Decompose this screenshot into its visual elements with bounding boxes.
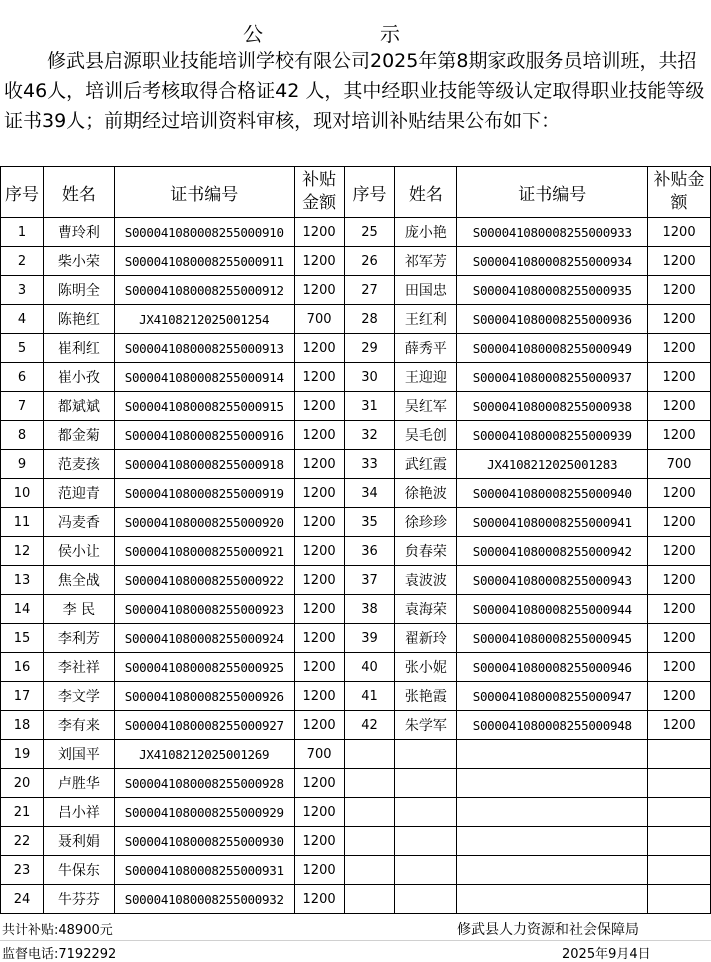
cell-no: 12 [1,537,44,566]
cell-no: 20 [1,769,44,798]
cell-no: 14 [1,595,44,624]
subsidy-table [0,166,711,914]
cell-name: 陈明全 [43,276,114,305]
cell-cert: JX4108212025001283 [457,450,648,479]
cell-cert: S000041080008255000915 [114,392,294,421]
cell-amount: 1200 [294,798,344,827]
table-row [1,450,711,479]
table-row [1,305,711,334]
cell-no: 15 [1,624,44,653]
cell-cert [457,827,648,856]
table-row [1,682,711,711]
notice-date: 2025年9月4日 [562,947,651,962]
cell-amount: 1200 [294,392,344,421]
cell-cert [457,740,648,769]
footer-divider [0,940,711,941]
cell-cert: S000041080008255000949 [457,334,648,363]
cell-amount: 1200 [294,247,344,276]
cell-cert: S000041080008255000938 [457,392,648,421]
cell-amount: 1200 [294,856,344,885]
table-row [1,711,711,740]
table-row [1,392,711,421]
cell-amount: 1200 [294,595,344,624]
cell-name: 陈艳红 [43,305,114,334]
cell-cert: S000041080008255000925 [114,653,294,682]
header-name: 姓名 [43,167,114,218]
cell-amount: 1200 [294,450,344,479]
cell-cert: S000041080008255000918 [114,450,294,479]
cell-cert: S000041080008255000942 [457,537,648,566]
cell-amount: 1200 [648,363,711,392]
header-name-2: 姓名 [395,167,457,218]
cell-name: 朱学军 [395,711,457,740]
cell-amount: 1200 [294,363,344,392]
cell-cert: S000041080008255000934 [457,247,648,276]
cell-name: 薛秀平 [395,334,457,363]
cell-name: 冯麦香 [43,508,114,537]
table-row [1,856,711,885]
cell-cert: S000041080008255000927 [114,711,294,740]
cell-cert: S000041080008255000943 [457,566,648,595]
cell-cert: S000041080008255000940 [457,479,648,508]
cell-no: 28 [344,305,395,334]
cell-amount: 1200 [294,276,344,305]
cell-cert: S000041080008255000929 [114,798,294,827]
cell-no [344,798,395,827]
cell-amount: 1200 [648,682,711,711]
notice-intro: 修武县启源职业技能培训学校有限公司2025年第8期家政服务员培训班，共招收46人，培训后考核取得合格证42 人，其中经职业技能等级认定取得职业技能等级证书39人；前期经过培训资料审核，现对培训补贴结果公布如下： [4,50,705,132]
cell-amount: 1200 [648,595,711,624]
cell-cert [457,769,648,798]
table-row [1,218,711,247]
cell-cert: S000041080008255000919 [114,479,294,508]
table-header-row [1,167,711,218]
cell-amount [648,856,711,885]
cell-cert: S000041080008255000946 [457,653,648,682]
cell-name: 牛芬芬 [43,885,114,914]
cell-amount: 1200 [648,624,711,653]
cell-cert: S000041080008255000936 [457,305,648,334]
cell-cert: S000041080008255000910 [114,218,294,247]
cell-cert: S000041080008255000916 [114,421,294,450]
cell-amount: 1200 [294,711,344,740]
cell-no [344,856,395,885]
cell-no: 41 [344,682,395,711]
cell-amount: 1200 [294,769,344,798]
table-row [1,334,711,363]
cell-name: 范麦孩 [43,450,114,479]
cell-cert: S000041080008255000931 [114,856,294,885]
cell-amount [648,885,711,914]
cell-name: 都金菊 [43,421,114,450]
cell-name: 曹玲利 [43,218,114,247]
cell-name: 徐珍珍 [395,508,457,537]
cell-name: 庞小艳 [395,218,457,247]
cell-no: 33 [344,450,395,479]
cell-amount: 1200 [294,827,344,856]
cell-name: 吴毛创 [395,421,457,450]
cell-cert: S000041080008255000914 [114,363,294,392]
cell-name: 李 民 [43,595,114,624]
cell-cert: S000041080008255000912 [114,276,294,305]
header-amount: 补贴金额 [294,167,344,218]
cell-no: 1 [1,218,44,247]
cell-no [344,827,395,856]
cell-name: 田国忠 [395,276,457,305]
cell-amount: 1200 [648,421,711,450]
cell-cert: S000041080008255000937 [457,363,648,392]
cell-no [344,769,395,798]
header-no-2: 序号 [344,167,395,218]
cell-name: 李有来 [43,711,114,740]
cell-no: 4 [1,305,44,334]
cell-name: 范迎青 [43,479,114,508]
cell-no: 13 [1,566,44,595]
cell-amount [648,740,711,769]
cell-name: 李社祥 [43,653,114,682]
cell-no: 21 [1,798,44,827]
cell-name: 焦全战 [43,566,114,595]
cell-no: 3 [1,276,44,305]
header-cert: 证书编号 [114,167,294,218]
cell-cert: JX4108212025001254 [114,305,294,334]
cell-name: 吴红军 [395,392,457,421]
cell-no: 6 [1,363,44,392]
table-row [1,508,711,537]
cell-cert: S000041080008255000924 [114,624,294,653]
cell-name: 袁海荣 [395,595,457,624]
cell-amount: 1200 [648,392,711,421]
total-subsidy: 共计补贴:48900元 [2,923,113,938]
cell-no: 24 [1,885,44,914]
cell-name: 崔利红 [43,334,114,363]
cell-no: 2 [1,247,44,276]
cell-cert: S000041080008255000935 [457,276,648,305]
cell-cert: S000041080008255000933 [457,218,648,247]
cell-no: 31 [344,392,395,421]
cell-name [395,798,457,827]
table-row [1,798,711,827]
cell-no: 22 [1,827,44,856]
cell-no: 17 [1,682,44,711]
table-row [1,566,711,595]
issuing-bureau: 修武县人力资源和社会保障局 [457,922,639,938]
cell-cert: S000041080008255000913 [114,334,294,363]
cell-name: 牛保东 [43,856,114,885]
title-char-2: 示 [380,22,403,46]
cell-no: 19 [1,740,44,769]
cell-name: 侯小让 [43,537,114,566]
cell-no: 42 [344,711,395,740]
cell-name: 刘国平 [43,740,114,769]
cell-amount [648,769,711,798]
cell-amount: 1200 [294,566,344,595]
cell-cert: S000041080008255000911 [114,247,294,276]
cell-cert: S000041080008255000932 [114,885,294,914]
cell-name: 卢胜华 [43,769,114,798]
cell-amount [648,827,711,856]
header-amount-2: 补贴金额 [648,167,711,218]
cell-no: 16 [1,653,44,682]
cell-name [395,885,457,914]
cell-cert: S000041080008255000945 [457,624,648,653]
cell-amount: 1200 [648,566,711,595]
table-row [1,740,711,769]
cell-no: 37 [344,566,395,595]
cell-no: 30 [344,363,395,392]
cell-amount [648,798,711,827]
cell-amount: 1200 [294,334,344,363]
cell-no: 8 [1,421,44,450]
cell-cert: S000041080008255000930 [114,827,294,856]
cell-cert: S000041080008255000926 [114,682,294,711]
cell-amount: 1200 [648,247,711,276]
cell-cert: S000041080008255000944 [457,595,648,624]
notice-title [0,18,711,44]
cell-no: 11 [1,508,44,537]
table-row [1,363,711,392]
cell-cert [457,798,648,827]
cell-name: 徐艳波 [395,479,457,508]
cell-no: 36 [344,537,395,566]
cell-name: 袁波波 [395,566,457,595]
cell-amount: 700 [294,740,344,769]
table-row [1,653,711,682]
cell-cert: S000041080008255000948 [457,711,648,740]
cell-no: 25 [344,218,395,247]
title-char-1: 公 [243,22,266,46]
cell-name: 王红利 [395,305,457,334]
cell-name: 柴小荣 [43,247,114,276]
cell-name: 吕小祥 [43,798,114,827]
cell-name [395,827,457,856]
cell-cert: S000041080008255000928 [114,769,294,798]
cell-no: 5 [1,334,44,363]
header-no: 序号 [1,167,44,218]
cell-name: 李文学 [43,682,114,711]
cell-amount: 1200 [294,624,344,653]
cell-amount: 1200 [648,479,711,508]
cell-no: 26 [344,247,395,276]
cell-name: 崔小孜 [43,363,114,392]
cell-no: 10 [1,479,44,508]
table-row [1,769,711,798]
table-row [1,421,711,450]
table-row [1,595,711,624]
cell-amount: 1200 [294,653,344,682]
cell-amount: 1200 [294,885,344,914]
table-row [1,479,711,508]
table-row [1,537,711,566]
cell-amount: 1200 [294,508,344,537]
cell-no [344,885,395,914]
cell-name: 王迎迎 [395,363,457,392]
cell-no: 7 [1,392,44,421]
table-row [1,276,711,305]
cell-cert: S000041080008255000923 [114,595,294,624]
cell-name [395,769,457,798]
cell-amount: 1200 [648,653,711,682]
cell-name: 李利芳 [43,624,114,653]
table-row [1,827,711,856]
cell-amount: 1200 [648,508,711,537]
cell-name: 张小妮 [395,653,457,682]
cell-amount: 1200 [648,537,711,566]
cell-no: 32 [344,421,395,450]
cell-cert: S000041080008255000939 [457,421,648,450]
cell-cert: JX4108212025001269 [114,740,294,769]
cell-name [395,856,457,885]
table-row [1,885,711,914]
supervision-phone: 监督电话:7192292 [2,947,117,962]
cell-name: 都斌斌 [43,392,114,421]
cell-cert: S000041080008255000922 [114,566,294,595]
cell-amount: 700 [648,450,711,479]
cell-amount: 1200 [294,218,344,247]
cell-name: 贠春荣 [395,537,457,566]
cell-no: 18 [1,711,44,740]
cell-no: 34 [344,479,395,508]
cell-cert [457,856,648,885]
cell-no: 38 [344,595,395,624]
cell-no: 23 [1,856,44,885]
cell-name [395,740,457,769]
cell-amount: 1200 [294,537,344,566]
cell-amount: 1200 [294,682,344,711]
cell-name: 聂利娟 [43,827,114,856]
cell-amount: 700 [294,305,344,334]
cell-no: 29 [344,334,395,363]
cell-no: 27 [344,276,395,305]
cell-no: 35 [344,508,395,537]
cell-cert: S000041080008255000921 [114,537,294,566]
cell-amount: 1200 [648,276,711,305]
cell-no: 9 [1,450,44,479]
cell-amount: 1200 [648,305,711,334]
cell-amount: 1200 [294,479,344,508]
cell-cert: S000041080008255000941 [457,508,648,537]
cell-no: 39 [344,624,395,653]
cell-cert [457,885,648,914]
cell-amount: 1200 [648,334,711,363]
cell-amount: 1200 [648,218,711,247]
cell-name: 张艳霞 [395,682,457,711]
cell-no: 40 [344,653,395,682]
cell-amount: 1200 [294,421,344,450]
cell-cert: S000041080008255000920 [114,508,294,537]
header-cert-2: 证书编号 [457,167,648,218]
cell-no [344,740,395,769]
cell-name: 武红霞 [395,450,457,479]
cell-amount: 1200 [648,711,711,740]
cell-cert: S000041080008255000947 [457,682,648,711]
table-row [1,624,711,653]
table-row [1,247,711,276]
cell-name: 翟新玲 [395,624,457,653]
cell-name: 祁军芳 [395,247,457,276]
